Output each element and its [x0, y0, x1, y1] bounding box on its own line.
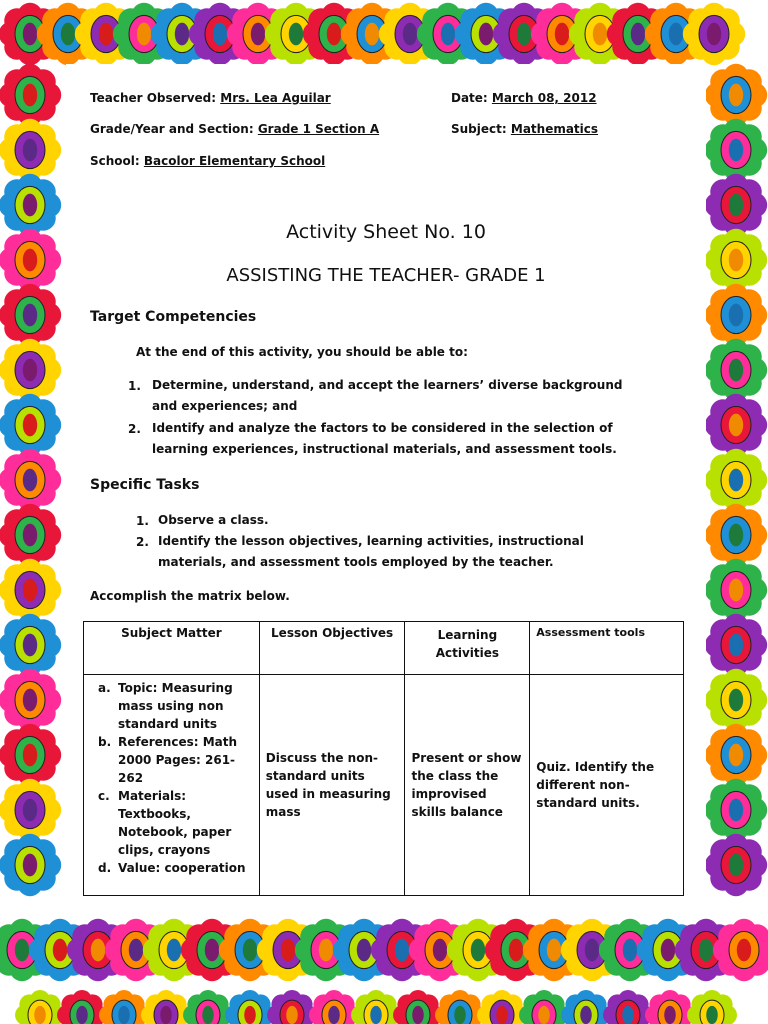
- border-flower: [15, 990, 65, 1024]
- border-flower: [0, 174, 61, 236]
- border-flower: [0, 339, 61, 401]
- header-learning-activities: Learning Activities: [405, 622, 530, 675]
- item-letter: b.: [98, 735, 112, 749]
- subject-value: Mathematics: [510, 122, 599, 136]
- subject-matter-item: [90, 733, 253, 787]
- school-label: School:: [90, 154, 140, 168]
- border-flower: [705, 724, 767, 786]
- border-flower: [0, 119, 61, 181]
- specific-tasks-heading: Specific Tasks: [90, 477, 200, 493]
- border-flower: [0, 779, 61, 841]
- school-value: Bacolor Elementary School: [143, 154, 326, 168]
- border-flower: [0, 559, 61, 621]
- item-letter: d.: [98, 861, 112, 875]
- border-flower: [705, 174, 767, 236]
- border-flower: [393, 990, 443, 1024]
- border-flower: [0, 614, 61, 676]
- border-flower: [351, 990, 401, 1024]
- header-lesson-objectives: Lesson Objectives: [259, 622, 405, 675]
- sheet-number-title: Activity Sheet No. 10: [286, 221, 486, 243]
- border-flower: [705, 834, 767, 896]
- target-item-1: Determine, understand, and accept the learners’ diverse background and experiences; and: [152, 378, 623, 413]
- task-item-1-number: 1.: [136, 514, 149, 528]
- border-flower: [0, 394, 61, 456]
- header-assessment-tools: Assessment tools: [530, 622, 684, 675]
- border-flower: [603, 990, 653, 1024]
- border-flower: [99, 990, 149, 1024]
- border-flower: [705, 559, 767, 621]
- border-flower: [0, 669, 61, 731]
- date-value: March 08, 2012: [491, 91, 597, 105]
- cell-subject-matter: [84, 675, 260, 896]
- subject-matter-list: [90, 679, 253, 877]
- border-flower: [0, 229, 61, 291]
- observation-matrix: [83, 621, 684, 896]
- border-flower: [705, 339, 767, 401]
- border-flower: [57, 990, 107, 1024]
- matrix-data-row: [84, 675, 684, 896]
- border-flower: [705, 394, 767, 456]
- activity-sheet: [66, 64, 706, 908]
- cell-assessment-tools: Quiz. Identify the different non-standard units.: [530, 675, 684, 896]
- task-item-2-number: 2.: [136, 535, 149, 549]
- item-letter: a.: [98, 681, 111, 695]
- grade-label: Grade/Year and Section:: [90, 122, 254, 136]
- border-flower: [141, 990, 191, 1024]
- border-flower: [183, 990, 233, 1024]
- border-flower: [705, 669, 767, 731]
- border-flower: [705, 284, 767, 346]
- border-flower: [435, 990, 485, 1024]
- cell-lesson-objectives: Discuss the non-standard units used in measuring mass: [259, 675, 405, 896]
- border-flower: [645, 990, 695, 1024]
- border-flower: [309, 990, 359, 1024]
- item-text: References: Math 2000 Pages: 261-262: [118, 735, 238, 785]
- border-flower: [705, 229, 767, 291]
- header-subject-matter: Subject Matter: [84, 622, 260, 675]
- cell-learning-activities: Present or show the class the improvised skills balance: [405, 675, 530, 896]
- border-flower: [705, 779, 767, 841]
- task-item-1: Observe a class.: [158, 513, 269, 527]
- matrix-header-row: [84, 622, 684, 675]
- border-flower: [0, 284, 61, 346]
- border-flower: [267, 990, 317, 1024]
- border-flower: [683, 3, 745, 65]
- main-title: ASSISTING THE TEACHER- GRADE 1: [226, 265, 546, 286]
- subject-matter-item: [90, 859, 253, 877]
- grade-section-row: [90, 122, 379, 136]
- target-item-1-number: 1.: [128, 379, 141, 393]
- target-item-2: Identify and analyze the factors to be considered in the selection of learning experiences, instructional materials, and assessment tools.: [152, 421, 617, 456]
- teacher-label: Teacher Observed:: [90, 91, 217, 105]
- border-flower: [0, 834, 61, 896]
- border-flower: [705, 504, 767, 566]
- border-flower: [705, 449, 767, 511]
- grade-value: Grade 1 Section A: [257, 122, 380, 136]
- border-flower: [687, 990, 737, 1024]
- item-text: Value: cooperation: [118, 861, 246, 875]
- border-flower: [561, 990, 611, 1024]
- teacher-value: Mrs. Lea Aguilar: [220, 91, 331, 105]
- teacher-observed-row: [90, 91, 331, 105]
- item-text: Materials: Textbooks, Notebook, paper clips, crayons: [118, 789, 232, 857]
- target-intro: At the end of this activity, you should be able to:: [136, 345, 468, 359]
- matrix-instruction: Accomplish the matrix below.: [90, 589, 290, 603]
- subject-row: [451, 122, 598, 136]
- border-flower: [225, 990, 275, 1024]
- date-label: Date:: [451, 91, 488, 105]
- border-flower: [0, 724, 61, 786]
- border-flower: [0, 504, 61, 566]
- border-flower: [519, 990, 569, 1024]
- date-row: [451, 91, 597, 105]
- school-row: [90, 154, 325, 168]
- border-flower: [705, 64, 767, 126]
- border-flower: [705, 614, 767, 676]
- subject-matter-item: [90, 679, 253, 733]
- target-item-2-number: 2.: [128, 422, 141, 436]
- border-flower: [705, 119, 767, 181]
- target-competencies-heading: Target Competencies: [90, 309, 257, 325]
- border-flower: [0, 64, 61, 126]
- item-text: Topic: Measuring mass using non standard units: [118, 681, 233, 731]
- border-flower: [0, 449, 61, 511]
- subject-label: Subject:: [451, 122, 507, 136]
- subject-matter-item: [90, 787, 253, 859]
- item-letter: c.: [98, 789, 110, 803]
- task-item-2: Identify the lesson objectives, learning activities, instructional materials, and assessment tools employed by the teacher.: [158, 534, 584, 569]
- border-flower: [477, 990, 527, 1024]
